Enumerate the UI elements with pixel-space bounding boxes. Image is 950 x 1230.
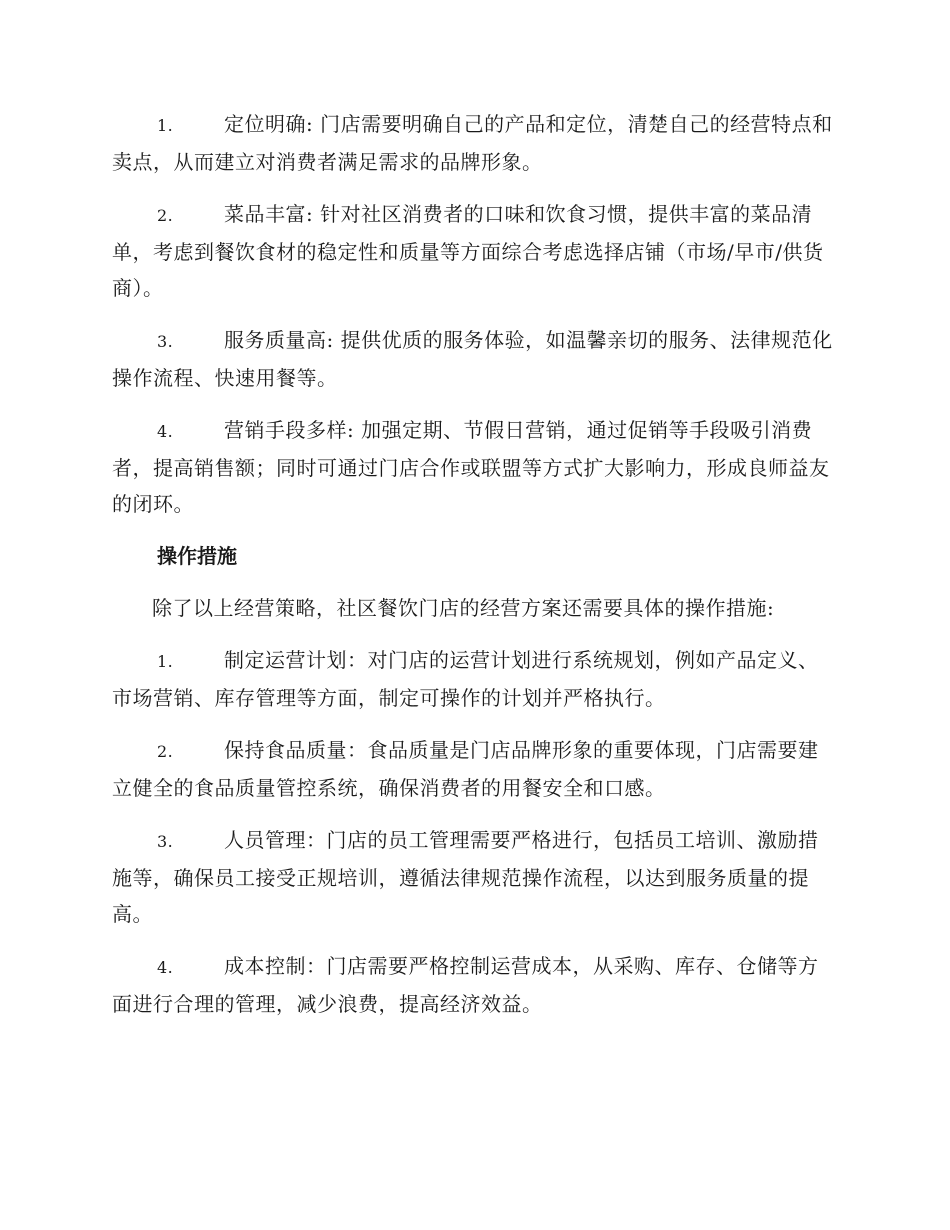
section-heading: 操作措施 [157, 544, 237, 568]
list-number: 2. [157, 206, 174, 225]
list-number: 3. [157, 332, 174, 351]
list-number: 1. [157, 652, 174, 671]
list-text: 人员管理：门店的员工管理需要严格进行，包括员工培训、激励措施等，确保员工接受正规培训，遵循法律规范操作流程，以达到服务质量的提高。 [112, 828, 819, 926]
list-text: 服务质量高: 提供优质的服务体验，如温馨亲切的服务、法律规范化操作流程、快速用餐等。 [112, 328, 833, 390]
list-text: 成本控制：门店需要严格控制运营成本，从采购、库存、仓储等方面进行合理的管理，减少浪费，提高经济效益。 [112, 954, 819, 1016]
measure-item-3 [112, 822, 836, 932]
strategy-item-2 [112, 196, 836, 306]
strategy-item-3 [112, 322, 836, 396]
section-intro: 除了以上经营策略，社区餐饮门店的经营方案还需要具体的操作措施: [152, 596, 775, 620]
list-number: 3. [157, 832, 174, 851]
measure-item-4 [112, 948, 836, 1022]
list-number: 1. [157, 116, 174, 135]
measure-item-2 [112, 732, 836, 806]
list-number: 4. [157, 958, 174, 977]
list-text: 定位明确: 门店需要明确自己的产品和定位，清楚自己的经营特点和卖点，从而建立对消费者满足需求的品牌形象。 [112, 112, 833, 174]
list-text: 营销手段多样: 加强定期、节假日营销，通过促销等手段吸引消费者，提高销售额；同时可通过门店合作或联盟等方式扩大影响力，形成良师益友的闭环。 [112, 418, 830, 516]
strategy-item-1 [112, 106, 836, 180]
list-number: 2. [157, 742, 174, 761]
measure-item-1 [112, 642, 836, 716]
list-text: 保持食品质量：食品质量是门店品牌形象的重要体现，门店需要建立健全的食品质量管控系统，确保消费者的用餐安全和口感。 [112, 738, 819, 800]
list-text: 制定运营计划：对门店的运营计划进行系统规划，例如产品定义、市场营销、库存管理等方面，制定可操作的计划并严格执行。 [112, 648, 819, 710]
list-number: 4. [157, 422, 174, 441]
list-text: 菜品丰富: 针对社区消费者的口味和饮食习惯，提供丰富的菜品清单，考虑到餐饮食材的稳定性和质量等方面综合考虑选择店铺（市场/早市/供货商）。 [112, 202, 824, 300]
document-content [112, 106, 836, 1038]
strategy-item-4 [112, 412, 836, 522]
